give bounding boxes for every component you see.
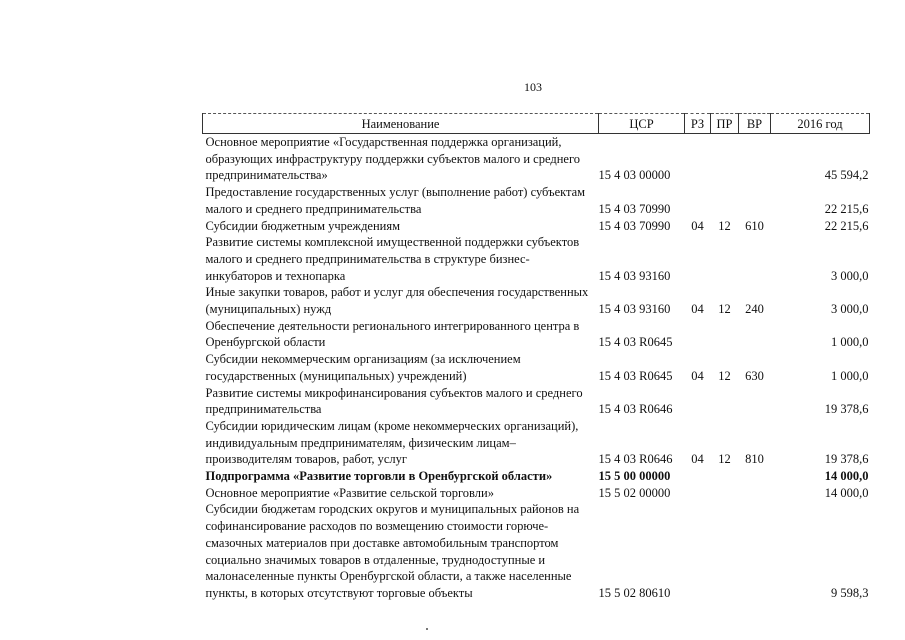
row-name: Предоставление государственных услуг (выполнение работ) субъектам малого и среднего предпринимательства xyxy=(205,185,586,216)
row-csr: 15 5 00 00000 xyxy=(598,469,671,484)
row-vr xyxy=(739,485,771,502)
header-rz: РЗ xyxy=(685,114,711,134)
row-rz xyxy=(685,234,711,284)
row-name: Подпрограмма «Развитие торговли в Оренбургской области» xyxy=(205,469,553,484)
row-vr xyxy=(739,134,771,185)
row-csr: 15 4 03 R0646 xyxy=(598,452,673,467)
header-year: 2016 год xyxy=(771,114,870,134)
row-csr: 15 5 02 80610 xyxy=(598,585,671,600)
row-csr: 15 4 03 93160 xyxy=(598,268,671,283)
table-row xyxy=(203,218,870,235)
row-rz xyxy=(685,468,711,485)
row-csr: 15 4 03 R0645 xyxy=(598,335,673,350)
row-csr: 15 5 02 00000 xyxy=(598,485,671,500)
row-pr: 12 xyxy=(718,452,731,467)
row-sum: 14 000,0 xyxy=(824,469,869,484)
table-row xyxy=(203,385,870,418)
table-row xyxy=(203,501,870,601)
row-name: Обеспечение деятельности регионального интегрированного центра в Оренбургской области xyxy=(205,318,580,350)
table-row xyxy=(203,418,870,468)
row-pr xyxy=(711,385,739,418)
row-pr: 12 xyxy=(718,218,731,233)
row-pr xyxy=(711,184,739,217)
table-row xyxy=(203,184,870,217)
row-sum: 22 215,6 xyxy=(824,218,869,233)
table-row xyxy=(203,134,870,185)
row-rz xyxy=(685,134,711,185)
row-name: Субсидии юридическим лицам (кроме некоммерческих организаций), индивидуальным предпринимателям, физическим лицам–производителям товаров, работ, услуг xyxy=(205,418,579,467)
row-pr xyxy=(711,134,739,185)
row-csr: 15 4 03 00000 xyxy=(598,168,671,183)
row-vr: 630 xyxy=(745,368,764,383)
row-pr xyxy=(711,501,739,601)
row-sum: 14 000,0 xyxy=(824,485,869,500)
row-rz: 04 xyxy=(691,452,704,467)
row-name: Субсидии бюджетам городских округов и муниципальных районов на софинансирование расходов по возмещению стоимости горюче-смазочных материалов при доставке автомобильным транспортом социально значимых товаров в отдаленные, труднодоступные и малонаселенные пункты Оренбургской области, а также населенные пункты, в которых отсутствуют торговые объекты xyxy=(205,502,580,600)
row-name: Развитие системы микрофинансирования субъектов малого и среднего предпринимательства xyxy=(205,385,583,417)
row-rz xyxy=(685,385,711,418)
row-csr: 15 4 03 70990 xyxy=(598,218,671,233)
row-csr: 15 4 03 R0645 xyxy=(598,368,673,383)
row-rz xyxy=(685,318,711,351)
row-sum: 1 000,0 xyxy=(831,335,869,350)
row-sum: 22 215,6 xyxy=(824,201,869,216)
row-sum: 45 594,2 xyxy=(824,168,869,183)
row-name: Основное мероприятие «Развитие сельской торговли» xyxy=(205,485,494,500)
row-vr xyxy=(739,234,771,284)
row-pr: 12 xyxy=(718,302,731,317)
row-sum: 3 000,0 xyxy=(831,302,869,317)
row-name: Субсидии некоммерческим организациям (за исключением государственных (муниципальных) учреждений) xyxy=(205,352,521,383)
row-csr: 15 4 03 70990 xyxy=(598,201,671,216)
row-name: Основное мероприятие «Государственная поддержка организаций, образующих инфраструктуру поддержки субъектов малого и среднего предпринимательства» xyxy=(205,135,581,183)
row-vr xyxy=(739,318,771,351)
row-vr xyxy=(739,501,771,601)
row-vr: 610 xyxy=(745,218,764,233)
table-row xyxy=(203,318,870,351)
table-header-row xyxy=(203,114,870,134)
row-vr: 810 xyxy=(745,452,764,467)
page-number: 103 xyxy=(524,80,542,94)
row-rz xyxy=(685,485,711,502)
header-pr: ПР xyxy=(711,114,739,134)
row-vr: 240 xyxy=(745,302,764,317)
row-vr xyxy=(739,385,771,418)
row-rz xyxy=(685,184,711,217)
row-name: Иные закупки товаров, работ и услуг для обеспечения государственных (муниципальных) нужд xyxy=(205,285,589,317)
header-vr: ВР xyxy=(739,114,771,134)
header-name: Наименование xyxy=(203,114,599,134)
row-rz: 04 xyxy=(691,302,704,317)
row-csr: 15 4 03 93160 xyxy=(598,302,671,317)
table-row xyxy=(203,485,870,502)
row-name: Развитие системы комплексной имущественной поддержки субъектов малого и среднего предпринимательства в структуре бизнес-инкубаторов и технопарка xyxy=(205,235,580,283)
budget-table xyxy=(202,113,870,602)
row-rz: 04 xyxy=(691,368,704,383)
row-vr xyxy=(739,184,771,217)
row-pr: 12 xyxy=(718,368,731,383)
row-sum: 3 000,0 xyxy=(831,268,869,283)
row-sum: 19 378,6 xyxy=(824,452,869,467)
row-pr xyxy=(711,234,739,284)
row-sum: 9 598,3 xyxy=(831,585,869,600)
row-sum: 19 378,6 xyxy=(824,402,869,417)
table-row xyxy=(203,284,870,317)
row-rz: 04 xyxy=(691,218,704,233)
scan-dot xyxy=(426,628,428,630)
table-row-subprogram xyxy=(203,468,870,485)
row-sum: 1 000,0 xyxy=(831,368,869,383)
row-pr xyxy=(711,485,739,502)
row-pr xyxy=(711,468,739,485)
table-row xyxy=(203,234,870,284)
row-pr xyxy=(711,318,739,351)
table-row xyxy=(203,351,870,384)
row-csr: 15 4 03 R0646 xyxy=(598,402,673,417)
row-name: Субсидии бюджетным учреждениям xyxy=(205,218,401,233)
row-rz xyxy=(685,501,711,601)
row-vr xyxy=(739,468,771,485)
header-csr: ЦСР xyxy=(599,114,685,134)
